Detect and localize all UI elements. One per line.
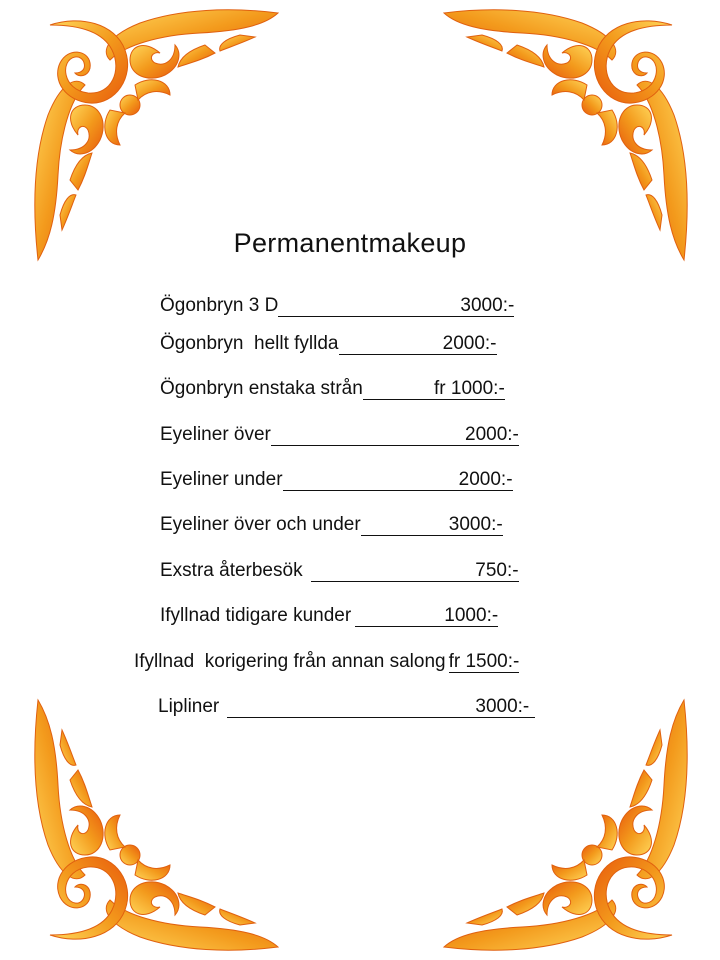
service-price: 1000:-	[355, 605, 498, 627]
service-price: 750:-	[311, 560, 519, 582]
price-row	[160, 510, 503, 536]
service-label: Lipliner	[158, 696, 220, 717]
service-label: Ifyllnad korigering från annan salong	[134, 651, 446, 672]
service-label: Ögonbryn 3 D	[160, 295, 279, 316]
service-label: Eyeliner över och under	[160, 514, 361, 535]
price-row	[160, 420, 519, 446]
service-price: 2000:-	[339, 333, 497, 355]
price-row	[160, 291, 514, 317]
thai-corner-ornament-icon	[30, 695, 280, 955]
price-row	[160, 601, 498, 627]
price-row	[160, 465, 513, 491]
page-title: Permanentmakeup	[233, 228, 467, 258]
service-label: Ögonbryn hellt fyllda	[160, 333, 339, 354]
service-price: 2000:-	[283, 469, 513, 491]
service-price: fr 1500:-	[448, 651, 520, 672]
service-price: 2000:-	[271, 424, 519, 446]
service-label: Eyeliner under	[160, 469, 283, 490]
price-row	[160, 329, 497, 355]
thai-corner-ornament-icon	[442, 695, 692, 955]
price-row	[160, 556, 519, 582]
service-price: 3000:-	[227, 696, 535, 718]
corner-ornament-top-left	[30, 5, 280, 265]
price-row	[160, 374, 505, 400]
service-label: Eyeliner över	[160, 424, 271, 445]
service-label: Ifyllnad tidigare kunder	[160, 605, 352, 626]
thai-corner-ornament-icon	[442, 5, 692, 265]
price-row	[134, 647, 519, 673]
service-price: 3000:-	[278, 295, 514, 317]
corner-ornament-bottom-right	[442, 695, 692, 955]
service-price: 3000:-	[361, 514, 503, 536]
corner-ornament-top-right	[442, 5, 692, 265]
corner-ornament-bottom-left	[30, 695, 280, 955]
price-row	[158, 692, 535, 718]
service-price: fr 1000:-	[363, 378, 505, 400]
service-label: Ögonbryn enstaka strån	[160, 378, 363, 399]
service-label: Exstra återbesök	[160, 560, 303, 581]
thai-corner-ornament-icon	[30, 5, 280, 265]
